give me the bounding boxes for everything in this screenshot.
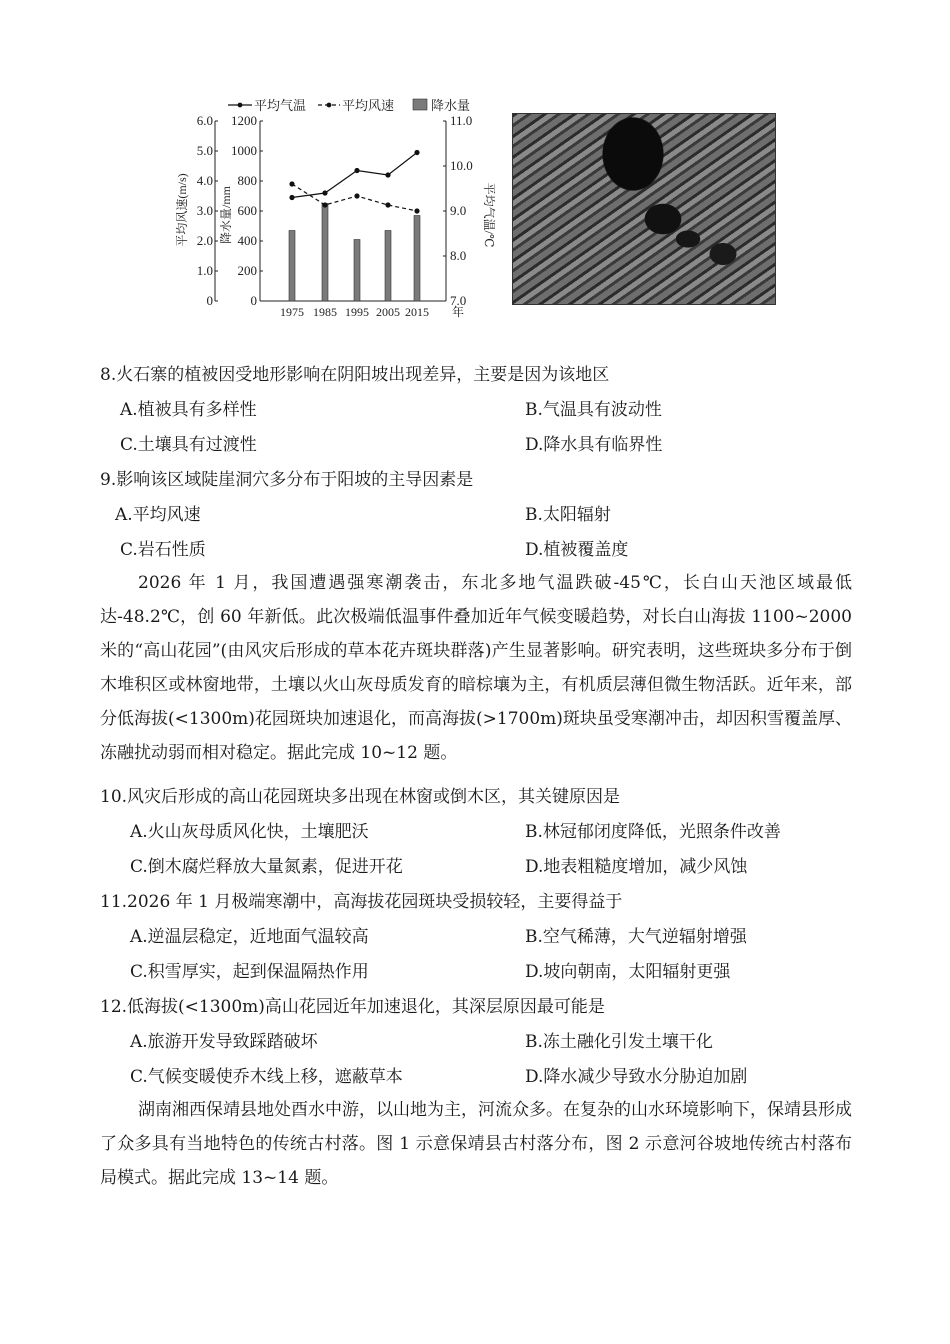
wind-speed-axis-title: 平均风速(m/s) [175, 173, 189, 247]
q12-option-a: A.旅游开发导致踩踏破坏 [130, 1032, 318, 1052]
q8-option-b: B.气温具有波动性 [525, 400, 662, 420]
wind-speed-tick-label: 2.0 [196, 233, 213, 248]
temperature-point [385, 172, 390, 177]
temperature-tick-label: 10.0 [450, 158, 473, 173]
year-tick-label: 1975 [280, 305, 304, 319]
year-tick-label: 1995 [345, 305, 369, 319]
temperature-point [289, 195, 294, 200]
q11-option-d: D.坡向朝南，太阳辐射更强 [525, 962, 731, 982]
wind-speed-tick-label: 3.0 [196, 203, 213, 218]
wind-speed-line [292, 184, 417, 211]
precipitation-tick-label: 200 [237, 263, 257, 278]
precipitation-tick-label: 0 [250, 293, 257, 308]
legend-temperature-dot [238, 103, 243, 108]
legend-precipitation-label: 降水量 [431, 98, 471, 113]
question-9-stem: 9.影响该区域陡崖洞穴多分布于阳坡的主导因素是 [100, 470, 474, 490]
temperature-axis-title: 平均气温/℃ [482, 182, 496, 248]
q10-option-d: D.地表粗糙度增加，减少风蚀 [525, 857, 748, 877]
q12-option-d: D.降水减少导致水分胁迫加剧 [525, 1067, 748, 1087]
wind-speed-tick-label: 0 [206, 293, 213, 308]
question-11-stem: 11.2026 年 1 月极端寒潮中，高海拔花园斑块受损较轻，主要得益于 [100, 892, 623, 912]
wind-speed-point [385, 202, 390, 207]
climate-chart [170, 90, 496, 330]
wind-speed-point [414, 208, 419, 213]
temperature-point [414, 150, 419, 155]
wind-speed-tick-label: 6.0 [196, 113, 213, 128]
precipitation-tick-label: 1000 [231, 143, 257, 158]
q10-option-a: A.火山灰母质风化快，土壤肥沃 [130, 822, 369, 842]
temperature-tick-label: 11.0 [450, 113, 473, 128]
q10-option-c: C.倒木腐烂释放大量氮素，促进开花 [130, 857, 403, 877]
question-8-stem: 8.火石寨的植被因受地形影响在阴阳坡出现差异，主要是因为该地区 [100, 365, 610, 385]
q9-option-c: C.岩石性质 [120, 540, 206, 560]
temperature-tick-label: 7.0 [450, 293, 467, 308]
question-12-stem: 12.低海拔(<1300m)高山花园近年加速退化，其深层原因最可能是 [100, 997, 605, 1017]
legend-wind-dot [327, 103, 332, 108]
temperature-point [322, 190, 327, 195]
temperature-tick-label: 9.0 [450, 203, 467, 218]
q9-option-d: D.植被覆盖度 [525, 540, 629, 560]
temperature-point [354, 168, 359, 173]
temperature-tick-label: 8.0 [450, 248, 467, 263]
material-paragraph-2: 湖南湘西保靖县地处酉水中游，以山地为主，河流众多。在复杂的山水环境影响下，保靖县形成了众多具有当地特色的传统古村落。图 1 示意保靖县古村落分布，图 2 示意河谷坡地传统古村落布局模式。据此完成 13~14 题。 [100, 1100, 852, 1188]
q8-option-c: C.土壤具有过渡性 [120, 435, 257, 455]
precipitation-tick-label: 600 [237, 203, 257, 218]
cliff-photo [512, 113, 776, 305]
wind-speed-tick-label: 4.0 [196, 173, 213, 188]
wind-speed-point [322, 202, 327, 207]
precipitation-bar [414, 216, 420, 302]
q8-option-a: A.植被具有多样性 [120, 400, 257, 420]
precipitation-bar [289, 231, 295, 302]
temperature-line [292, 153, 417, 198]
wind-speed-tick-label: 5.0 [196, 143, 213, 158]
year-tick-label: 1985 [313, 305, 337, 319]
q11-option-b: B.空气稀薄，大气逆辐射增强 [525, 927, 747, 947]
question-10-stem: 10.风灾后形成的高山花园斑块多出现在林窗或倒木区，其关键原因是 [100, 787, 621, 807]
precipitation-tick-label: 400 [237, 233, 257, 248]
precipitation-bar [385, 231, 391, 302]
wind-speed-point [289, 181, 294, 186]
q11-option-a: A.逆温层稳定，近地面气温较高 [130, 927, 369, 947]
q12-option-b: B.冻土融化引发土壤干化 [525, 1032, 713, 1052]
precipitation-bar [354, 240, 360, 302]
wind-speed-tick-label: 1.0 [196, 263, 213, 278]
precipitation-bar [322, 204, 328, 302]
legend-precipitation-swatch [413, 99, 427, 110]
year-tick-label: 2005 [376, 305, 400, 319]
q10-option-b: B.林冠郁闭度降低，光照条件改善 [525, 822, 781, 842]
wind-speed-point [354, 193, 359, 198]
legend-temperature-label: 平均气温 [254, 98, 307, 113]
material-paragraph-1: 2026 年 1 月，我国遭遇强寒潮袭击，东北多地气温跌破-45℃，长白山天池区域最低达-48.2℃，创 60 年新低。此次极端低温事件叠加近年气候变暖趋势，对长白山海拔 1100~2000 米的“高山花园”(由风灾后形成的草本花卉斑块群落)产生显著影响。研究表明，这些斑块多分布于倒木堆积区或林窗地带，土壤以火山灰母质发育的暗棕壤为主，有机质层薄但微生物活跃。近年来，部分低海拔(<1300m)花园斑块加速退化，而高海拔(>1700m)斑块虽受寒潮冲击，却因积雪覆盖厚、冻融扰动弱而相对稳定。据此完成 10~12 题。 [100, 573, 852, 763]
x-axis-unit: 年 [452, 305, 465, 319]
q11-option-c: C.积雪厚实，起到保温隔热作用 [130, 962, 369, 982]
precipitation-tick-label: 800 [237, 173, 257, 188]
q9-option-b: B.太阳辐射 [525, 505, 611, 525]
year-tick-label: 2015 [405, 305, 429, 319]
q8-option-d: D.降水具有临界性 [525, 435, 663, 455]
q9-option-a: A.平均风速 [115, 505, 201, 525]
legend-wind-label: 平均风速 [342, 98, 395, 113]
precipitation-axis-title: 降水量/mm [219, 185, 233, 245]
precipitation-tick-label: 1200 [231, 113, 257, 128]
q12-option-c: C.气候变暖使乔木线上移，遮蔽草本 [130, 1067, 403, 1087]
